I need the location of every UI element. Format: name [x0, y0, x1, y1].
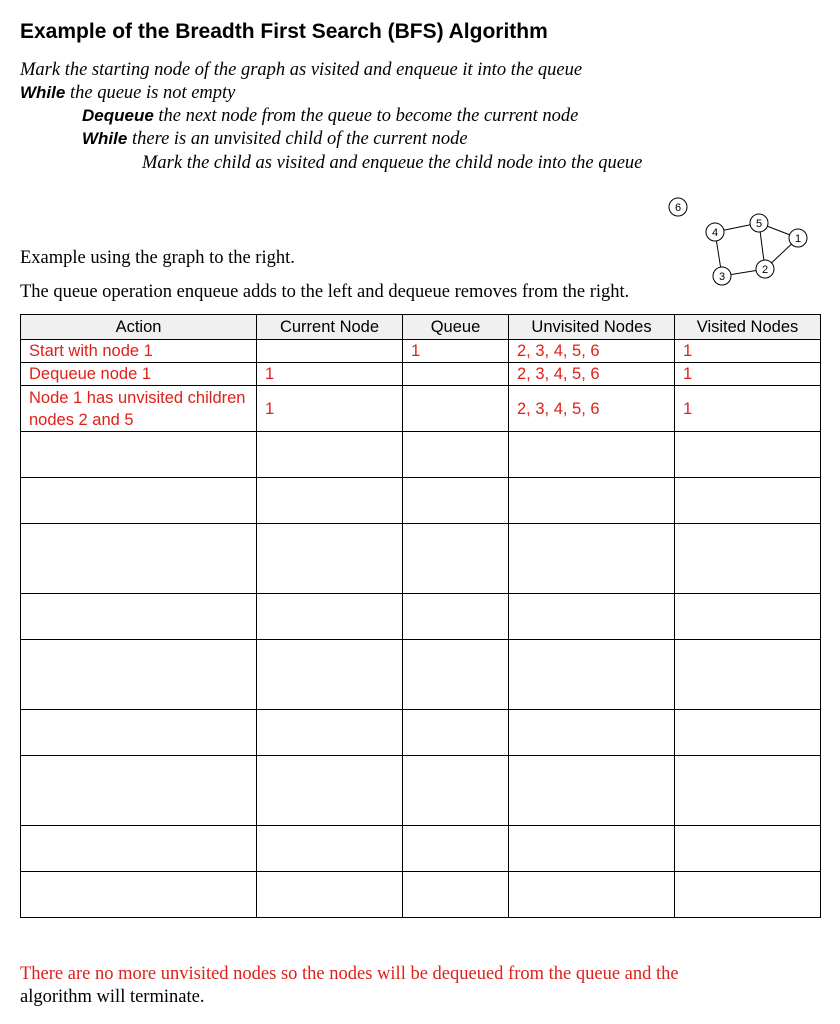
- table-row: [21, 710, 821, 756]
- table-cell[interactable]: [403, 872, 509, 918]
- algorithm-text: the next node from the queue to become the current node: [153, 106, 579, 126]
- graph-node-label: 3: [718, 271, 726, 283]
- footer-red-text: There are no more unvisited nodes so the nodes will be dequeued from the queue and the: [20, 964, 679, 984]
- table-cell[interactable]: [403, 594, 509, 640]
- table-cell[interactable]: [21, 826, 257, 872]
- table-cell[interactable]: [21, 594, 257, 640]
- table-cell[interactable]: [257, 872, 403, 918]
- bfs-table: [20, 314, 821, 918]
- algorithm-step-2: [20, 83, 235, 104]
- algorithm-keyword: While: [20, 83, 66, 102]
- table-cell[interactable]: 1: [675, 386, 821, 432]
- table-row: [21, 826, 821, 872]
- table-cell[interactable]: [509, 478, 675, 524]
- table-cell[interactable]: [257, 756, 403, 826]
- algorithm-step-3: [82, 106, 578, 127]
- table-cell[interactable]: [675, 478, 821, 524]
- table-cell[interactable]: [257, 710, 403, 756]
- footer-note: [20, 963, 780, 1009]
- table-cell[interactable]: 1: [675, 340, 821, 363]
- table-cell[interactable]: [675, 594, 821, 640]
- table-cell[interactable]: 1: [403, 340, 509, 363]
- page-title: Example of the Breadth First Search (BFS) Algorithm: [20, 20, 548, 43]
- algorithm-text: there is an unvisited child of the current node: [127, 129, 468, 149]
- table-cell[interactable]: [403, 432, 509, 478]
- table-cell[interactable]: 2, 3, 4, 5, 6: [509, 363, 675, 386]
- table-cell[interactable]: [403, 640, 509, 710]
- table-cell[interactable]: [257, 826, 403, 872]
- table-cell[interactable]: 1: [257, 386, 403, 432]
- table-cell[interactable]: [257, 478, 403, 524]
- example-graph: [660, 195, 820, 295]
- column-header: Action: [21, 315, 257, 340]
- algorithm-keyword: Dequeue: [82, 106, 154, 125]
- graph-node-label: 6: [674, 202, 682, 214]
- table-row: [21, 432, 821, 478]
- intro-line: The queue operation enqueue adds to the left and dequeue removes from the right.: [20, 282, 630, 302]
- table-cell[interactable]: Start with node 1: [21, 340, 257, 363]
- table-cell[interactable]: [675, 872, 821, 918]
- table-cell[interactable]: [21, 872, 257, 918]
- table-cell[interactable]: [257, 524, 403, 594]
- algorithm-keyword: While: [82, 129, 128, 148]
- table-cell[interactable]: [403, 756, 509, 826]
- intro-line: Example using the graph to the right.: [20, 248, 295, 268]
- table-cell[interactable]: [257, 340, 403, 363]
- table-cell[interactable]: [675, 524, 821, 594]
- table-cell[interactable]: 1: [675, 363, 821, 386]
- column-header: Visited Nodes: [675, 315, 821, 340]
- table-cell[interactable]: 2, 3, 4, 5, 6: [509, 386, 675, 432]
- table-cell[interactable]: [257, 640, 403, 710]
- table-cell[interactable]: [403, 363, 509, 386]
- table-row: [21, 524, 821, 594]
- table-cell[interactable]: [675, 756, 821, 826]
- table-cell[interactable]: [21, 640, 257, 710]
- table-cell[interactable]: [403, 710, 509, 756]
- column-header: Queue: [403, 315, 509, 340]
- table-cell[interactable]: [403, 478, 509, 524]
- table-cell[interactable]: [509, 524, 675, 594]
- table-cell[interactable]: [21, 756, 257, 826]
- table-row: [21, 386, 821, 432]
- table-cell[interactable]: [675, 710, 821, 756]
- table-cell[interactable]: Dequeue node 1: [21, 363, 257, 386]
- table-row: [21, 363, 821, 386]
- table-cell[interactable]: [403, 524, 509, 594]
- footer-black-text: algorithm will terminate.: [20, 987, 205, 1007]
- graph-node-label: 4: [711, 227, 719, 239]
- table-header-row: [21, 315, 821, 340]
- table-cell[interactable]: [509, 432, 675, 478]
- graph-node-label: 5: [755, 218, 763, 230]
- table-row: [21, 340, 821, 363]
- graph-node-label: 2: [761, 264, 769, 276]
- table-cell[interactable]: [509, 872, 675, 918]
- algorithm-text: the queue is not empty: [65, 83, 236, 103]
- algorithm-step-4: [82, 129, 468, 150]
- table-cell[interactable]: [21, 478, 257, 524]
- table-cell[interactable]: [675, 640, 821, 710]
- table-row: [21, 478, 821, 524]
- column-header: Unvisited Nodes: [509, 315, 675, 340]
- table-cell[interactable]: [257, 432, 403, 478]
- table-row: [21, 594, 821, 640]
- table-cell[interactable]: [21, 432, 257, 478]
- table-cell[interactable]: [509, 594, 675, 640]
- graph-node-label: 1: [794, 233, 802, 245]
- table-row: [21, 640, 821, 710]
- table-cell[interactable]: [403, 386, 509, 432]
- table-cell[interactable]: [21, 524, 257, 594]
- table-cell[interactable]: [509, 640, 675, 710]
- column-header: Current Node: [257, 315, 403, 340]
- algorithm-step-1: Mark the starting node of the graph as visited and enqueue it into the queue: [20, 60, 583, 80]
- table-cell[interactable]: 1: [257, 363, 403, 386]
- table-cell[interactable]: [257, 594, 403, 640]
- algorithm-step-5: Mark the child as visited and enqueue the child node into the queue: [142, 153, 643, 173]
- table-cell[interactable]: [675, 826, 821, 872]
- table-row: [21, 756, 821, 826]
- table-row: [21, 872, 821, 918]
- table-cell[interactable]: Node 1 has unvisited children nodes 2 and 5: [21, 386, 257, 432]
- table-cell[interactable]: [509, 826, 675, 872]
- table-cell[interactable]: [675, 432, 821, 478]
- table-cell[interactable]: [21, 710, 257, 756]
- table-cell[interactable]: [403, 826, 509, 872]
- table-cell[interactable]: [509, 710, 675, 756]
- table-cell[interactable]: [509, 756, 675, 826]
- table-cell[interactable]: 2, 3, 4, 5, 6: [509, 340, 675, 363]
